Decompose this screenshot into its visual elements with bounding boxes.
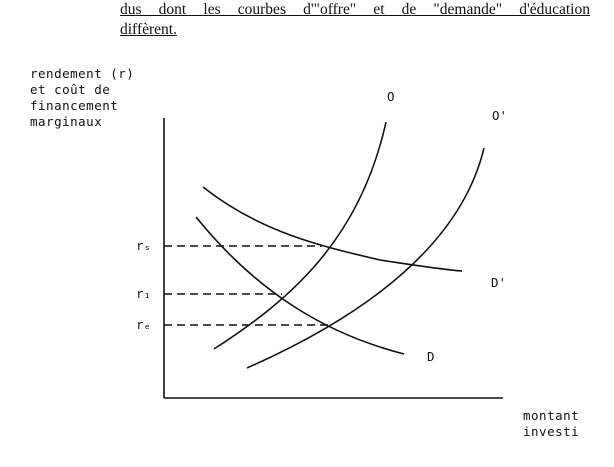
- y-axis-label-line-1: rendement (r): [30, 66, 135, 81]
- level-label-re: rₑ: [136, 317, 152, 332]
- x-axis-label-line-1: montant: [523, 408, 580, 423]
- y-axis-label-line-4: marginaux: [30, 114, 103, 129]
- y-axis-label-line-2: et coût de: [30, 82, 111, 97]
- caption-line-2: diffèrent.: [120, 21, 177, 38]
- curve-label-O: O: [387, 89, 395, 104]
- level-label-rs: rₛ: [136, 238, 152, 253]
- x-axis-label-line-2: investi: [523, 424, 580, 439]
- curve-label-D: D: [427, 349, 435, 364]
- level-label-r1: r₁: [136, 286, 152, 301]
- caption-line-1: dus dont les courbes d'"offre" et de "demande" d'éducation: [120, 1, 590, 18]
- supply-curve-O-prime: [247, 148, 484, 368]
- demand-curve-D: [196, 217, 404, 354]
- y-axis-label-line-3: financement: [30, 98, 119, 113]
- demand-curve-D-prime: [203, 187, 462, 271]
- curve-label-O-prime: O': [492, 108, 508, 123]
- curve-label-D-prime: D': [491, 275, 507, 290]
- supply-curve-O: [214, 122, 386, 349]
